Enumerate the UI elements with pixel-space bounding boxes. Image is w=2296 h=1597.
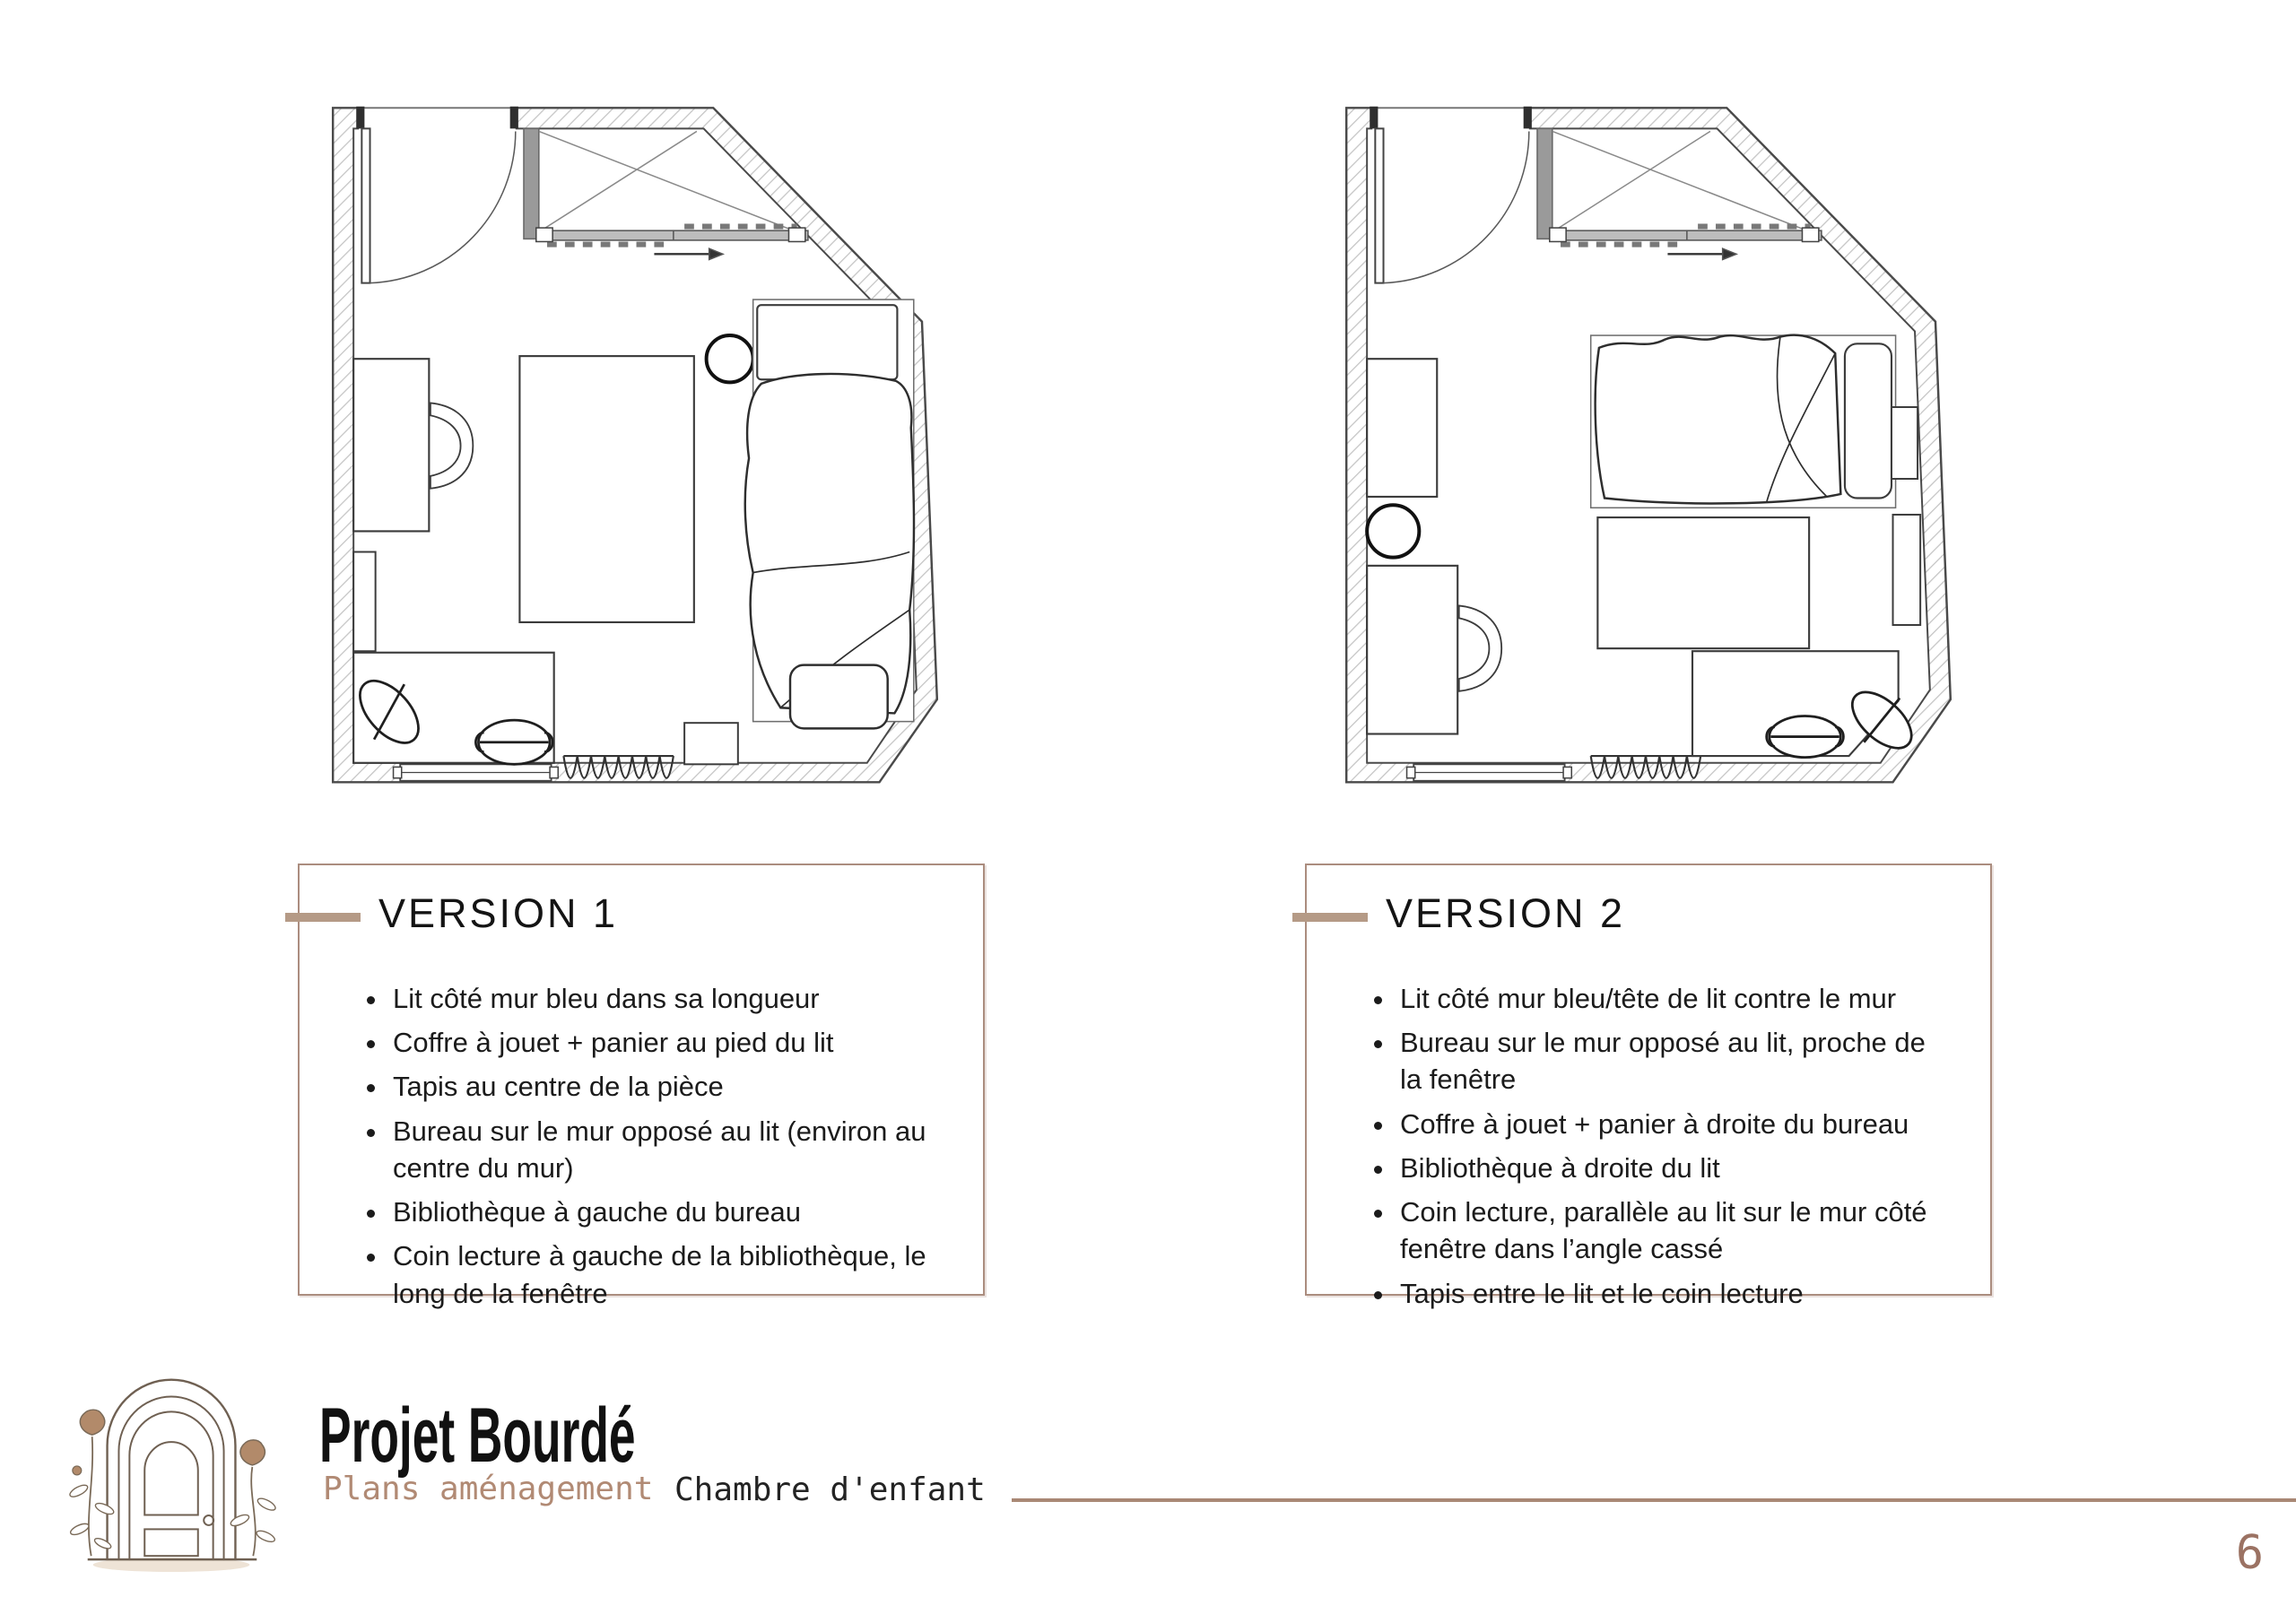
- pillow: [1845, 343, 1892, 498]
- version-2-bullet-list: [1373, 980, 1972, 1319]
- bed: [1591, 335, 1896, 508]
- bullet-item: • Tapis au centre de la pièce: [389, 1068, 938, 1105]
- bullet-item: • Bibliothèque à gauche du bureau: [389, 1193, 938, 1230]
- bullet-item: • Bureau sur le mur opposé au lit (environ au centre du mur): [389, 1113, 938, 1186]
- door-with-flowers-icon: [56, 1325, 287, 1594]
- wardrobe-roller: [1550, 228, 1566, 241]
- reading-nook: [1692, 651, 1921, 759]
- toy-chest: [790, 665, 888, 729]
- reading-nook: [349, 653, 553, 765]
- door-leaf: [1375, 128, 1383, 282]
- cushion: [1767, 716, 1844, 757]
- brand-title: Projet Bourdé: [319, 1393, 636, 1479]
- version-2-panel: [1305, 864, 1992, 1309]
- stool: [707, 335, 753, 382]
- version-1-title: VERSION 1: [378, 890, 619, 936]
- cushion: [475, 720, 552, 764]
- desk: [1367, 566, 1457, 734]
- basket: [1367, 505, 1419, 557]
- footer-rule: [1012, 1498, 2296, 1502]
- toy-chest: [1367, 359, 1437, 497]
- door-jamb-right: [1524, 107, 1532, 129]
- page-number: 6: [2235, 1526, 2264, 1580]
- door-leaf: [361, 128, 370, 282]
- bullet-item: • Lit côté mur bleu dans sa longueur: [389, 980, 938, 1017]
- blanket: [1596, 335, 1841, 504]
- wardrobe-roller: [536, 228, 552, 241]
- pillow: [757, 305, 897, 379]
- window: [1407, 764, 1572, 780]
- bullet-item: • Coffre à jouet + panier à droite du bureau: [1396, 1106, 1945, 1142]
- accent-dash: [285, 913, 361, 922]
- bullet-item: • Coin lecture, parallèle au lit sur le mur côté fenêtre dans l’angle cassé: [1396, 1193, 1945, 1267]
- accent-dash: [1292, 913, 1368, 922]
- shelf-unit: [1893, 515, 1921, 625]
- desk: [353, 359, 429, 531]
- door-jamb-left: [356, 107, 364, 129]
- floor-plan-version-1: [325, 97, 945, 789]
- door-opening: [359, 105, 516, 130]
- bullet-item: • Coffre à jouet + panier au pied du lit: [389, 1024, 938, 1061]
- bullet-item: • Lit côté mur bleu/tête de lit contre le mur: [1396, 980, 1945, 1017]
- bookshelf: [353, 551, 375, 651]
- wardrobe-side-panel: [1537, 128, 1552, 239]
- bookshelf: [1892, 407, 1918, 479]
- version-2-title: VERSION 2: [1386, 890, 1626, 936]
- brand-subtitle: Plans aménagement: [323, 1471, 654, 1507]
- wardrobe-roller: [1802, 228, 1818, 241]
- bed: [745, 299, 914, 728]
- basket: [684, 723, 738, 764]
- bullet-item: • Bibliothèque à droite du lit: [1396, 1150, 1945, 1186]
- door-opening: [1372, 105, 1529, 130]
- window: [394, 764, 559, 780]
- version-1-panel: [298, 864, 985, 1309]
- rug: [519, 356, 693, 622]
- door-jamb-left: [1370, 107, 1378, 129]
- wardrobe-roller: [788, 228, 804, 241]
- bullet-item: • Bureau sur le mur opposé au lit, proche de la fenêtre: [1396, 1024, 1945, 1098]
- version-1-bullet-list: [366, 980, 965, 1319]
- bullet-item: • Coin lecture à gauche de la bibliothèque, le long de la fenêtre: [389, 1237, 938, 1311]
- floor-plan-version-2: [1338, 97, 1959, 789]
- logo-door: [88, 1380, 257, 1559]
- blanket: [745, 374, 914, 713]
- page-context-label: Chambre d'enfant: [674, 1471, 986, 1508]
- rug: [1597, 517, 1809, 648]
- wardrobe-side-panel: [524, 128, 539, 239]
- bullet-item: • Tapis entre le lit et le coin lecture: [1396, 1275, 1945, 1312]
- door-jamb-right: [510, 107, 518, 129]
